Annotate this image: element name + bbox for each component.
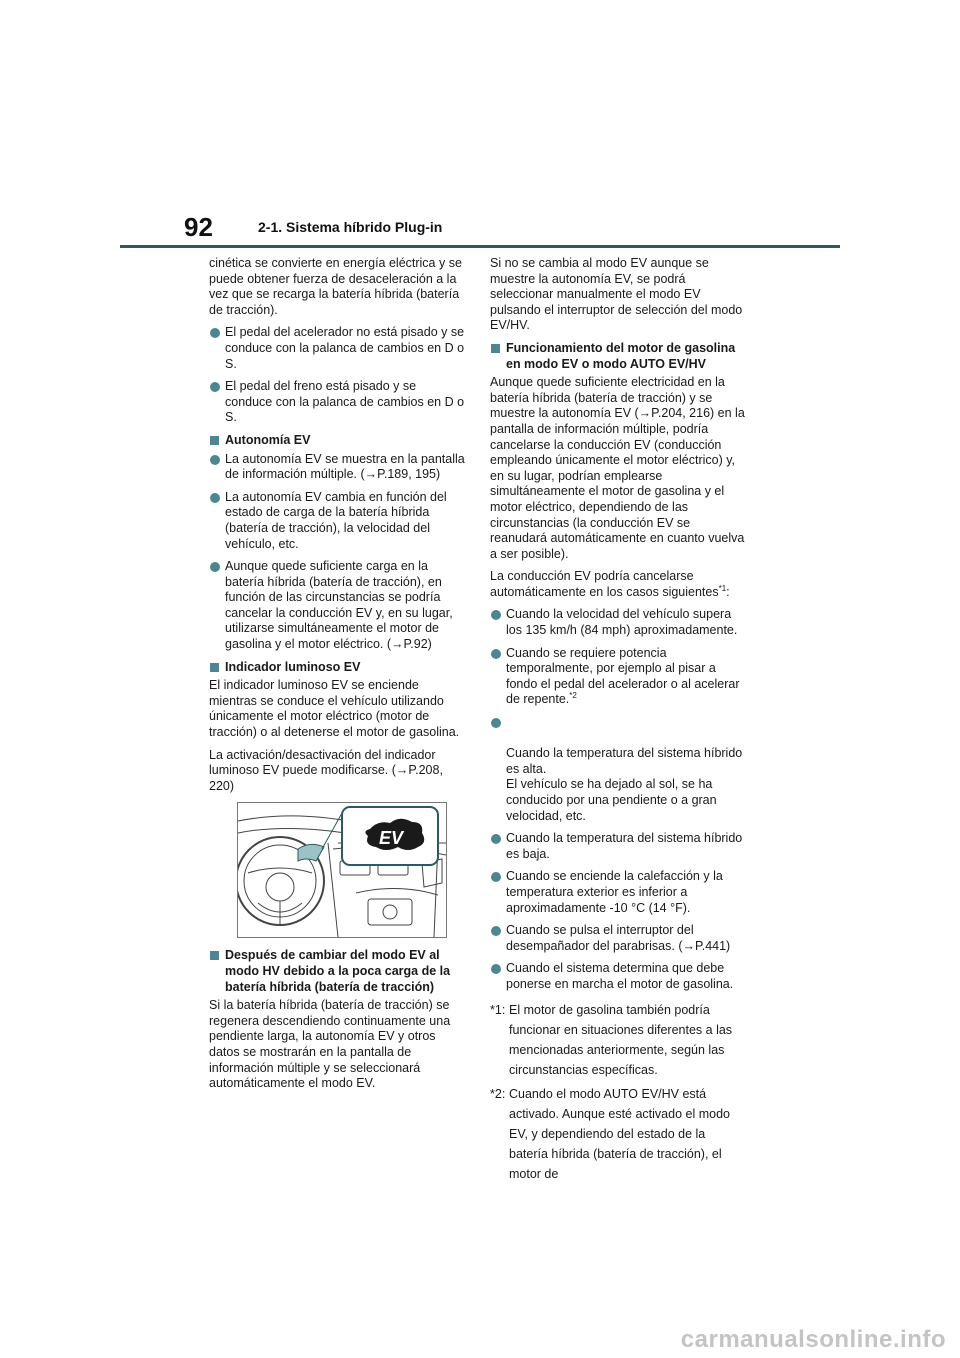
watermark: carmanualsonline.info bbox=[680, 1326, 946, 1353]
heading-funcionamiento: Funcionamiento del motor de gasolina en modo EV o modo AUTO EV/HV bbox=[490, 341, 746, 372]
list-item: Cuando se requiere potencia temporalmente, por ejemplo al pisar a fondo el pedal del acelerador o al acelerar de repente.$^{*2}$ bbox=[490, 646, 746, 708]
bullet-icon bbox=[491, 926, 501, 936]
list-item: El pedal del acelerador no está pisado y se conduce con la palanca de cambios en D o S. bbox=[209, 325, 465, 372]
footnote-mark: *2: bbox=[490, 1086, 506, 1101]
bullet-icon bbox=[491, 872, 501, 882]
list-item: Cuando el sistema determina que debe ponerse en marcha el motor de gasolina. bbox=[490, 961, 746, 992]
bullet-icon bbox=[491, 718, 501, 728]
dashboard-drawing bbox=[238, 803, 446, 937]
heading-autonomia: Autonomía EV bbox=[209, 433, 465, 449]
list-item: El pedal del freno está pisado y se conduce con la palanca de cambios en D o S. bbox=[209, 379, 465, 426]
bullet-icon bbox=[491, 649, 501, 659]
footnote-1: *1: El motor de gasolina también podría funcionar en situaciones diferentes a las mencionadas anteriormente, según las circunstancias específicas. bbox=[490, 1000, 746, 1080]
indicador-paragraph-1: El indicador luminoso EV se enciende mientras se conduce el vehículo utilizando únicamente el motor eléctrico (motor de tracción) o al detenerse el motor de gasolina. bbox=[209, 678, 460, 740]
footnote-mark: *1: bbox=[490, 1002, 506, 1017]
ev-indicator-label: EV bbox=[378, 828, 404, 849]
right-paragraph-1: Si no se cambia al modo EV aunque se muestre la autonomía EV, se podrá seleccionar manualmente el modo EV pulsando el interruptor de selección del modo EV/HV. bbox=[490, 256, 743, 333]
funcionamiento-paragraph-1: Aunque quede suficiente electricidad en la batería híbrida (batería de tracción) y se muestre la autonomía EV (→P.204, 216) en la pantalla de información múltiple, podría cancelarse la conducción EV (conducción empleando únicamente el motor eléctrico) y, en su lugar, podrían emplearse simultáneamente el motor de gasolina y el motor eléctrico, dependiendo de las circunstancias (la conducción EV se reanudará automáticamente en cuanto vuelva a ser posible). bbox=[490, 375, 745, 561]
left-column bbox=[209, 256, 465, 1099]
list-item: Cuando se enciende la calefacción y la temperatura exterior es inferior a aproximadamente -10 °C (14 °F). bbox=[490, 869, 746, 916]
despues-paragraph: Si la batería híbrida (batería de tracción) se regenera descendiendo continuamente una pendiente larga, la autonomía EV y otros datos se mostrarán en la pantalla de información múltiple y se seleccionará automáticamente el modo EV. bbox=[209, 998, 451, 1091]
square-bullet-icon bbox=[210, 436, 219, 445]
list-item: Aunque quede suficiente carga en la batería híbrida (batería de tracción), en función de las circunstancias se podría cancelar la conducción EV y, en su lugar, utilizarse simultáneamente el motor de gasolina y el motor eléctrico. (→P.92) bbox=[209, 559, 465, 653]
bullet-icon bbox=[491, 610, 501, 620]
bullet-icon bbox=[210, 562, 220, 572]
right-column bbox=[490, 256, 746, 1188]
footnote-ref: *2 bbox=[569, 691, 577, 701]
heading-indicador: Indicador luminoso EV bbox=[209, 660, 465, 676]
bullet-icon bbox=[491, 834, 501, 844]
bullet-icon bbox=[491, 964, 501, 974]
bullet-icon bbox=[210, 382, 220, 392]
list-item: Cuando la velocidad del vehículo supera los 135 km/h (84 mph) aproximadamente. bbox=[490, 607, 746, 638]
list-item: Cuando la temperatura del sistema híbrido es baja. bbox=[490, 831, 746, 862]
bullet-icon bbox=[210, 328, 220, 338]
bullet-icon bbox=[210, 455, 220, 465]
square-bullet-icon bbox=[491, 344, 500, 353]
heading-despues: Después de cambiar del modo EV al modo HV debido a la poca carga de la batería híbrida (batería de tracción) bbox=[209, 948, 465, 995]
page-number: 92 bbox=[184, 212, 213, 242]
funcionamiento-paragraph-2: La conducción EV podría cancelarse automáticamente en los casos siguientes$^{*1}$: bbox=[490, 569, 730, 599]
dashboard-illustration bbox=[237, 802, 447, 938]
square-bullet-icon bbox=[210, 951, 219, 960]
square-bullet-icon bbox=[210, 663, 219, 672]
footnote-ref: *1 bbox=[718, 583, 727, 593]
list-item: La autonomía EV cambia en función del estado de carga de la batería híbrida (batería de tracción), la velocidad del vehículo, etc. bbox=[209, 490, 465, 552]
list-item: Cuando se pulsa el interruptor del desempañador del parabrisas. (→P.441) bbox=[490, 923, 746, 954]
header-divider bbox=[120, 245, 840, 248]
list-item: La autonomía EV se muestra en la pantalla de información múltiple. (→P.189, 195) bbox=[209, 452, 465, 483]
bullet-icon bbox=[210, 493, 220, 503]
intro-paragraph: cinética se convierte en energía eléctrica y se puede obtener fuerza de desaceleración a la vez que se recarga la batería híbrida (batería de tracción). bbox=[209, 256, 462, 317]
indicador-paragraph-2: La activación/desactivación del indicador luminoso EV puede modificarse. (→P.208, 220) bbox=[209, 747, 443, 793]
section-title: 2-1. Sistema híbrido Plug-in bbox=[258, 219, 443, 235]
footnote-2: *2: Cuando el modo AUTO EV/HV está activado. Aunque esté activado el modo EV, y dependiendo del estado de la batería híbrida (batería de tracción), el motor de bbox=[490, 1084, 746, 1184]
list-item: Cuando la temperatura del sistema híbrido es alta. El vehículo se ha dejado al sol, se ha conducido por una pendiente o a gran velocidad, etc. bbox=[490, 715, 746, 824]
